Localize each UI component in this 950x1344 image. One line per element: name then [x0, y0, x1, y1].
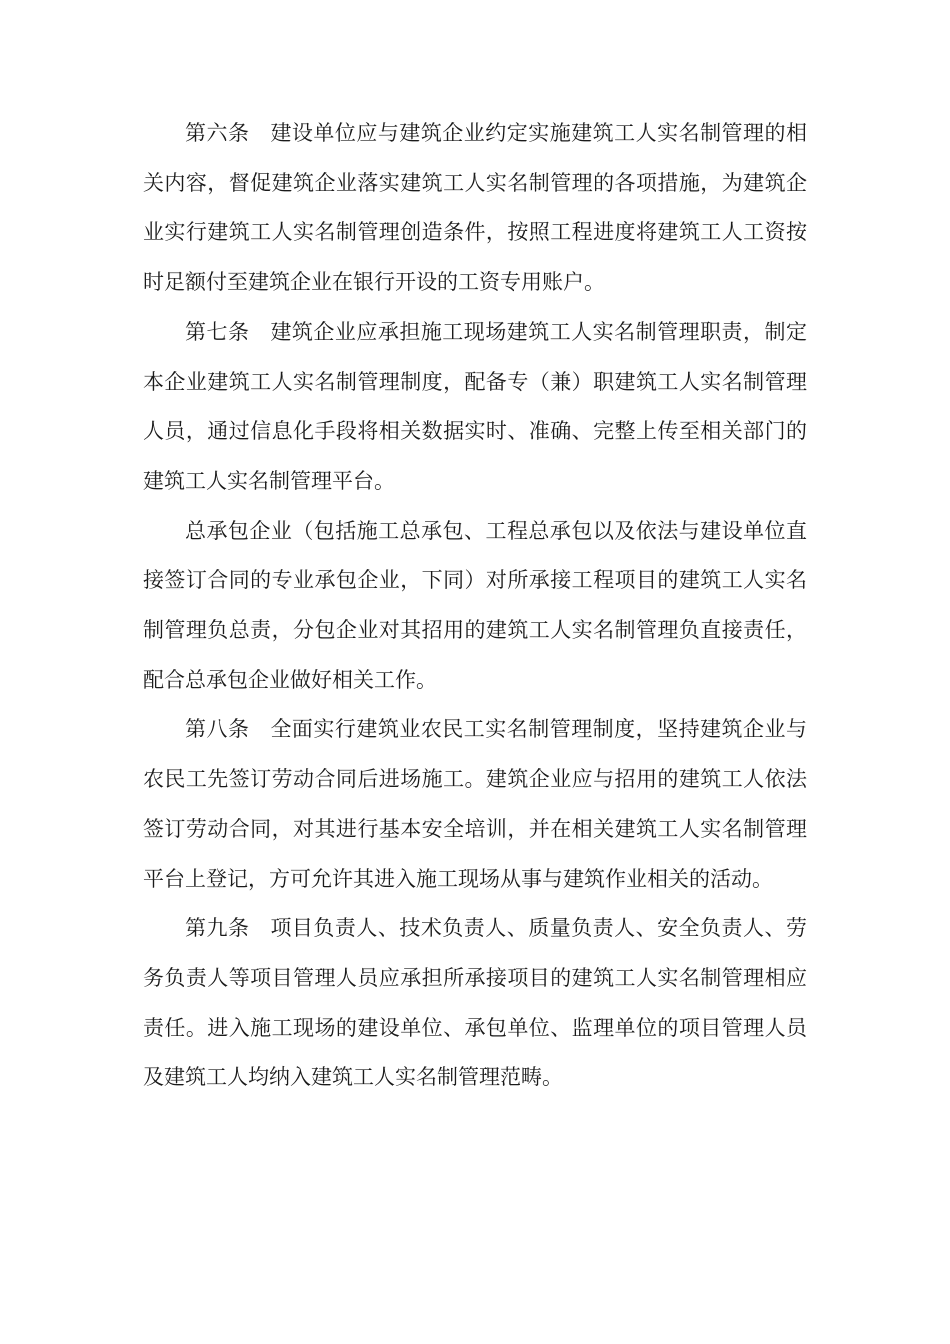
paragraph-text: 项目负责人、技术负责人、质量负责人、安全负责人、劳务负责人等项目管理人员应承担所承接项目的建筑工人实名制管理相应责任。进入施工现场的建设单位、承包单位、监理单位的项目管理人员及建筑工人均纳入建筑工人实名制管理范畴。	[143, 916, 808, 1090]
paragraph-text: 建筑企业应承担施工现场建筑工人实名制管理职责，制定本企业建筑工人实名制管理制度，配备专（兼）职建筑工人实名制管理人员，通过信息化手段将相关数据实时、准确、完整上传至相关部门的建筑工人实名制管理平台。	[143, 319, 808, 493]
paragraph-article-8	[143, 705, 807, 904]
article-number: 第八条	[185, 717, 250, 742]
document-body	[143, 109, 807, 1103]
article-number: 第六条	[185, 121, 250, 145]
paragraph-article-6	[143, 109, 807, 308]
paragraph-article-9	[143, 904, 807, 1103]
paragraph-article-7-continued	[143, 507, 807, 706]
paragraph-text: 全面实行建筑业农民工实名制管理制度，坚持建筑企业与农民工先签订劳动合同后进场施工。建筑企业应与招用的建筑工人依法签订劳动合同，对其进行基本安全培训，并在相关建筑工人实名制管理平台上登记，方可允许其进入施工现场从事与建筑作业相关的活动。	[143, 717, 808, 891]
article-number: 第七条	[185, 319, 250, 344]
paragraph-article-7	[143, 308, 807, 507]
paragraph-text: 总承包企业（包括施工总承包、工程总承包以及依法与建设单位直接签订合同的专业承包企业，下同）对所承接工程项目的建筑工人实名制管理负总责，分包企业对其招用的建筑工人实名制管理负直接责任，配合总承包企业做好相关工作。	[143, 518, 807, 692]
article-number: 第九条	[185, 916, 250, 941]
paragraph-text: 建设单位应与建筑企业约定实施建筑工人实名制管理的相关内容，督促建筑企业落实建筑工人实名制管理的各项措施，为建筑企业实行建筑工人实名制管理创造条件，按照工程进度将建筑工人工资按时足额付至建筑企业在银行开设的工资专用账户。	[143, 121, 808, 295]
